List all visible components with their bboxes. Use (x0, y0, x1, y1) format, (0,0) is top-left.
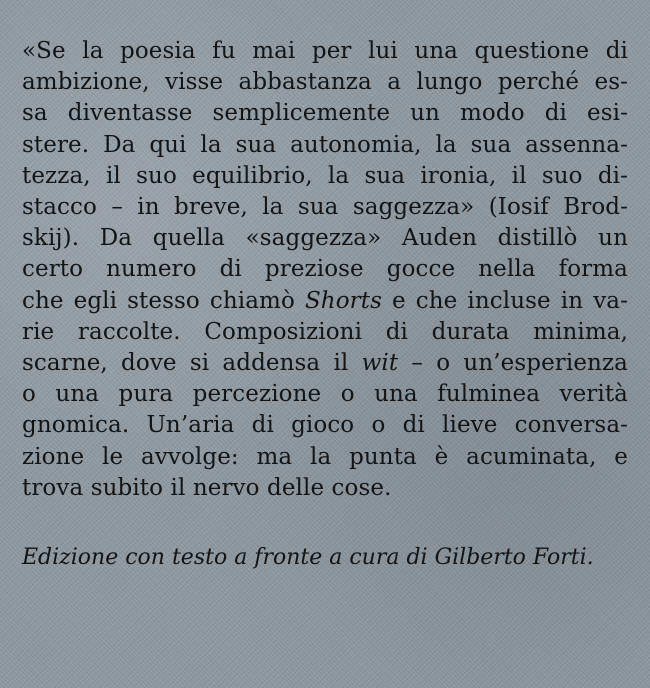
blurb-line-9-start: che egli stesso chiamò (22, 287, 305, 314)
blurb-paragraph (22, 36, 628, 504)
blurb-line-2: ambizione, visse abbastanza a lungo perché es- (22, 69, 628, 96)
blurb-line-7: skij). Da quella «saggezza» Auden distillò un (22, 225, 628, 252)
blurb-line-11-start: scarne, dove si addensa il (22, 350, 362, 377)
blurb-line-6: stacco – in breve, la sua saggezza» (Iosif Brod- (22, 194, 628, 221)
blurb-line-9-end: e che incluse in va- (382, 287, 628, 314)
blurb-line-10: rie raccolte. Composizioni di durata minima, (22, 318, 628, 345)
blurb-line-5: tezza, il suo equilibrio, la sua ironia, il suo di- (22, 162, 628, 189)
blurb-line-1: «Se la poesia fu mai per lui una questione di (22, 38, 628, 64)
blurb-line-14: zione le avvolge: ma la punta è acuminata, e (22, 443, 628, 470)
term-wit: wit (361, 350, 399, 377)
blurb-line-12: o una pura percezione o una fulminea verità (22, 381, 628, 408)
blurb-line-3: sa diventasse semplicemente un modo di esi- (22, 100, 628, 127)
edition-credit: Edizione con testo a fronte a cura di Gilberto Forti. (22, 545, 594, 571)
blurb-line-11 (22, 348, 628, 379)
blurb-line-4: stere. Da qui la sua autonomia, la sua assenna- (22, 131, 628, 158)
back-cover-text (22, 36, 628, 570)
blurb-line-15: trova subito il nervo delle cose. (22, 474, 392, 501)
title-shorts: Shorts (304, 287, 382, 314)
blurb-line-11-end: – o un’esperienza (398, 350, 628, 377)
blurb-line-9 (22, 286, 628, 317)
blurb-line-8: certo numero di preziose gocce nella forma (22, 256, 628, 283)
blurb-line-13: gnomica. Un’aria di gioco o di lieve conversa- (22, 412, 628, 439)
